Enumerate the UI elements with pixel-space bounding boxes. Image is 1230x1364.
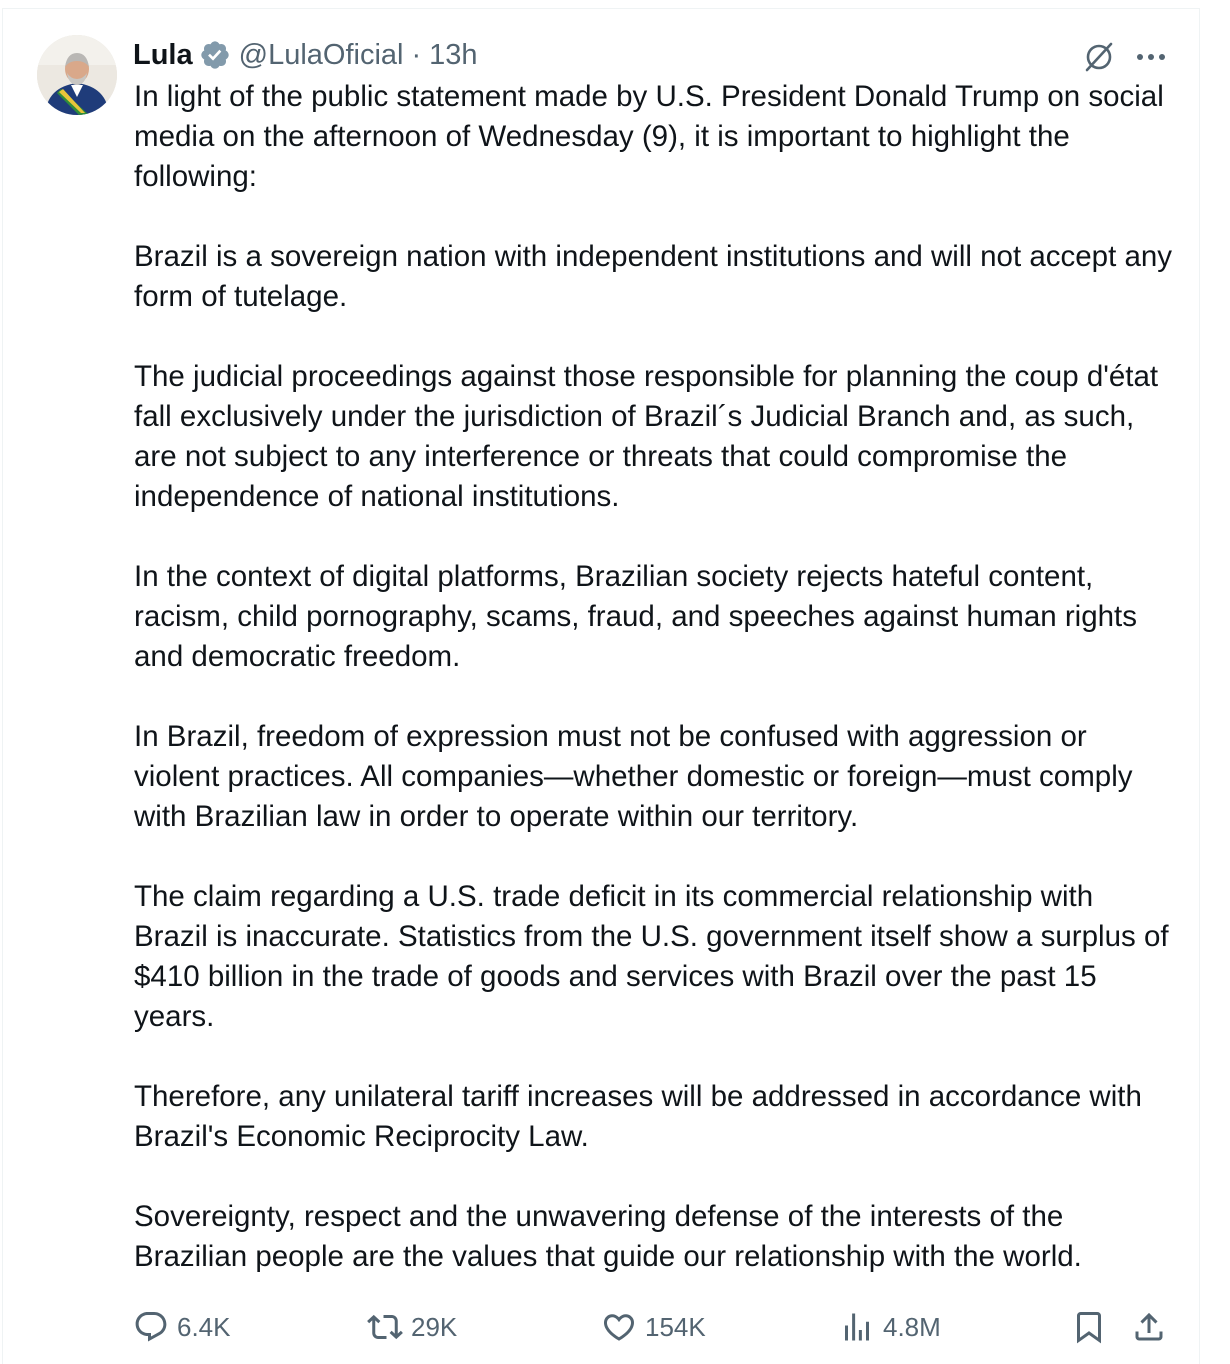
like-button[interactable] (601, 1305, 706, 1349)
post-paragraph: Sovereignty, respect and the unwavering defense of the interests of the Brazilian people are the values that guide our relationship with the world. (134, 1200, 1082, 1273)
bookmark-button[interactable] (1071, 1305, 1115, 1349)
tweet (2, 8, 1200, 1364)
views-count: 4.8M (883, 1312, 941, 1342)
post-paragraph: Brazil is a sovereign nation with independent institutions and will not accept any form of tutelage. (134, 240, 1173, 313)
repost-count: 29K (411, 1312, 458, 1342)
post-paragraph: In the context of digital platforms, Brazilian society rejects hateful content, racism, child pornography, scams, fraud, and speeches against human rights and democratic freedom. (134, 560, 1137, 673)
post-timestamp[interactable]: 13h (429, 38, 478, 71)
heart-icon (601, 1309, 637, 1345)
author-handle[interactable]: @LulaOficial (238, 38, 404, 71)
reply-button[interactable] (133, 1305, 231, 1349)
like-count: 154K (645, 1312, 706, 1342)
post-paragraph: The judicial proceedings against those responsible for planning the coup d'état fall exclusively under the jurisdiction of Brazil´s Judicial Branch and, as such, are not subject to any interference or threats that could compromise the independence of national institutions. (134, 360, 1159, 513)
reply-icon (133, 1309, 169, 1345)
bookmark-icon (1071, 1309, 1107, 1345)
repost-button[interactable] (367, 1305, 457, 1349)
repost-icon (367, 1309, 403, 1345)
post-text (134, 77, 1174, 1277)
action-bar (3, 1305, 1201, 1349)
post-header (133, 35, 478, 75)
reply-count: 6.4K (177, 1312, 231, 1342)
avatar[interactable] (37, 35, 117, 115)
author-name[interactable]: Lula (133, 38, 193, 71)
separator-dot: · (411, 38, 422, 71)
post-paragraph: In Brazil, freedom of expression must not be confused with aggression or violent practices. All companies—whether domestic or foreign—must comply with Brazilian law in order to operate within our territory. (134, 720, 1133, 833)
post-paragraph: Therefore, any unilateral tariff increases will be addressed in accordance with Brazil's Economic Reciprocity Law. (134, 1080, 1142, 1153)
avatar-image (37, 35, 117, 115)
post-paragraph: The claim regarding a U.S. trade deficit in its commercial relationship with Brazil is inaccurate. Statistics from the U.S. government itself show a surplus of $410 billion in the trade of goods and services with Brazil over the past 15 years. (134, 880, 1169, 1033)
verified-badge-icon[interactable] (199, 39, 231, 71)
grok-icon[interactable] (1079, 37, 1119, 77)
post-paragraph: In light of the public statement made by U.S. President Donald Trump on social media on the afternoon of Wednesday (9), it is important to highlight the following: (134, 80, 1164, 193)
views-button[interactable] (839, 1305, 941, 1349)
share-button[interactable] (1131, 1305, 1175, 1349)
more-options-icon[interactable] (1129, 37, 1173, 77)
views-chart-icon (839, 1309, 875, 1345)
share-icon (1131, 1309, 1167, 1345)
